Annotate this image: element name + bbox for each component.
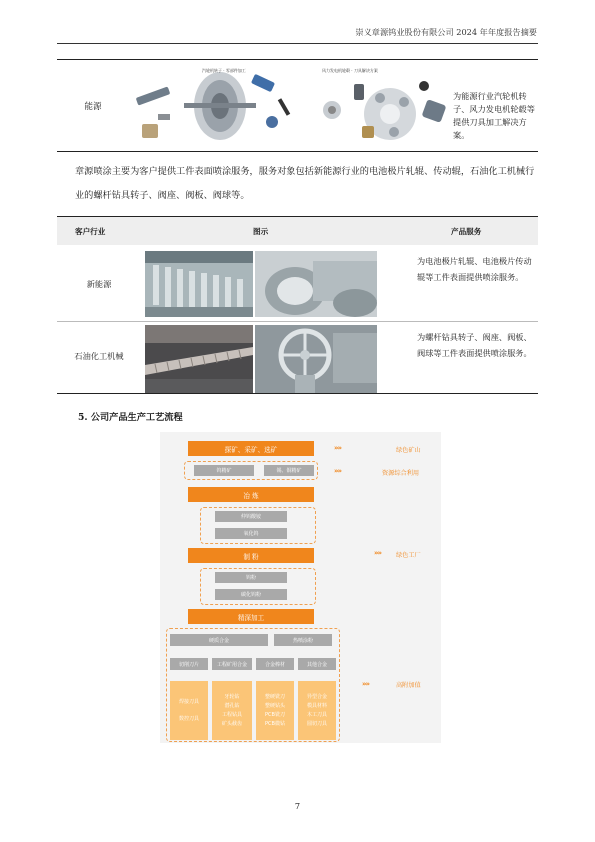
side-label-high-value: 高附加值 (396, 682, 421, 689)
flow-tungsten-powder: 钨粉 (215, 572, 287, 583)
flow-tungsten-carbide-powder: 碳化钨粉 (215, 589, 287, 600)
header-illustration: 图示 (253, 227, 269, 236)
production-process-flowchart (160, 432, 441, 743)
row-industry-new-energy: 新能源 (86, 279, 112, 289)
valve-photo (255, 325, 377, 393)
flow-cemented-carbide: 硬质合金 (170, 634, 268, 646)
energy-image-caption-right: 风力发电机轮毂 · 刀具解决方案 (322, 68, 378, 73)
spraying-paragraph-text: 章源喷涂主要为客户提供工件表面喷涂服务，服务对象包括新能源行业的电池极片轧辊、传动辊，石油化工机械行业的螺杆钻具转子、阀座、阀板、阀球等。 (75, 166, 535, 201)
energy-industry-label: 能源 (84, 101, 102, 112)
product-item: 异型合金 (306, 693, 327, 700)
flow-smelting: 冶 炼 (188, 487, 314, 502)
flow-products-other (298, 681, 336, 740)
screw-rotor-image (145, 325, 253, 393)
flow-tungsten-oxide: 氧化钨 (215, 528, 287, 539)
flow-cat-mining-alloys: 工程矿用合金 (212, 658, 252, 670)
product-item: PCB微钻 (265, 720, 285, 727)
product-item: PCB铣刀 (265, 711, 285, 718)
roller-line-image (145, 251, 253, 317)
new-energy-drive-roller-photo (255, 251, 377, 317)
header-product-service: 产品服务 (451, 227, 482, 236)
side-label-green-factory: 绿色工厂 (396, 552, 421, 559)
product-item: 焊接刀具 (178, 698, 199, 705)
flow-cat-cutting-inserts: 切削刀片 (170, 658, 208, 670)
row-service-petrochemical: 为螺杆钻具转子、阀座、阀板、阀球等工件表面提供喷涂服务。 (417, 332, 532, 358)
flow-deep-processing: 精深加工 (188, 609, 314, 624)
product-item: 工程钻具 (221, 711, 242, 718)
row-service-new-energy: 为电池极片轧辊、电池极片传动辊等工件表面提供喷涂服务。 (417, 256, 532, 282)
flow-arrow-icon: »» (334, 444, 342, 452)
row-divider (57, 321, 538, 322)
flow-tungsten-concentrate: 钨精矿 (194, 465, 254, 476)
flow-arrow-icon: »» (362, 680, 370, 688)
energy-products-image (132, 64, 452, 148)
drive-roller-image (255, 251, 377, 317)
energy-solution-table (57, 59, 538, 152)
flow-cat-alloy-rods: 合金棒材 (256, 658, 294, 670)
product-item: 整硬钻头 (264, 702, 285, 709)
product-item: 牙轮钻 (224, 693, 240, 700)
flow-products-inserts (170, 681, 208, 740)
new-energy-rollers-photo (145, 251, 253, 317)
product-item: 木工刀具 (306, 711, 327, 718)
product-item: 矿头截齿 (221, 720, 242, 727)
energy-image-caption-left: 汽轮机转子 · 零部件加工 (202, 68, 246, 73)
flow-powder: 制 粉 (188, 548, 314, 563)
spraying-services-table (57, 216, 538, 394)
header-customer-industry: 客户行业 (75, 227, 106, 236)
flow-products-rods (256, 681, 294, 740)
services-table-header (57, 217, 538, 245)
flow-products-mining (212, 681, 252, 740)
turbine-rotor-icon (184, 72, 256, 140)
product-item: 整硬铣刀 (264, 693, 285, 700)
flow-arrow-icon: »» (374, 549, 382, 557)
product-item: 数控刀具 (178, 715, 199, 722)
energy-solution-description: 为能源行业汽轮机转子、风力发电机轮毂等提供刀具加工解决方案。 (453, 91, 535, 140)
side-label-green-mine: 绿色矿山 (396, 447, 421, 454)
page-number: 7 (294, 801, 301, 811)
flow-arrow-icon: »» (334, 467, 342, 475)
flow-cat-other-alloys: 其他合金 (298, 658, 336, 670)
flow-tin-copper-concentrate: 锡、铜精矿 (264, 465, 314, 476)
valve-wheel-image (255, 325, 377, 393)
product-item: 潜孔钻 (224, 702, 240, 709)
product-item: 模具材料 (306, 702, 327, 709)
flow-mining: 探矿、采矿、选矿 (188, 441, 314, 456)
section-heading: 5. 公司产品生产工艺流程 (78, 412, 183, 423)
product-item: 圆切刀具 (306, 720, 327, 727)
row-industry-petrochemical: 石油化工机械 (74, 351, 124, 361)
flow-thermal-spray-powder: 热喷涂粉 (274, 634, 332, 646)
report-header-title: 崇义章源钨业股份有限公司 2024 年年度报告摘要 (355, 27, 537, 37)
spraying-paragraph (57, 160, 538, 208)
energy-tools-illustration (132, 64, 452, 148)
header-rule (57, 43, 538, 44)
side-label-resource-use: 资源综合利用 (382, 470, 420, 477)
flow-apt: 仲钨酸铵 (215, 511, 287, 522)
screw-drill-photo (145, 325, 253, 393)
